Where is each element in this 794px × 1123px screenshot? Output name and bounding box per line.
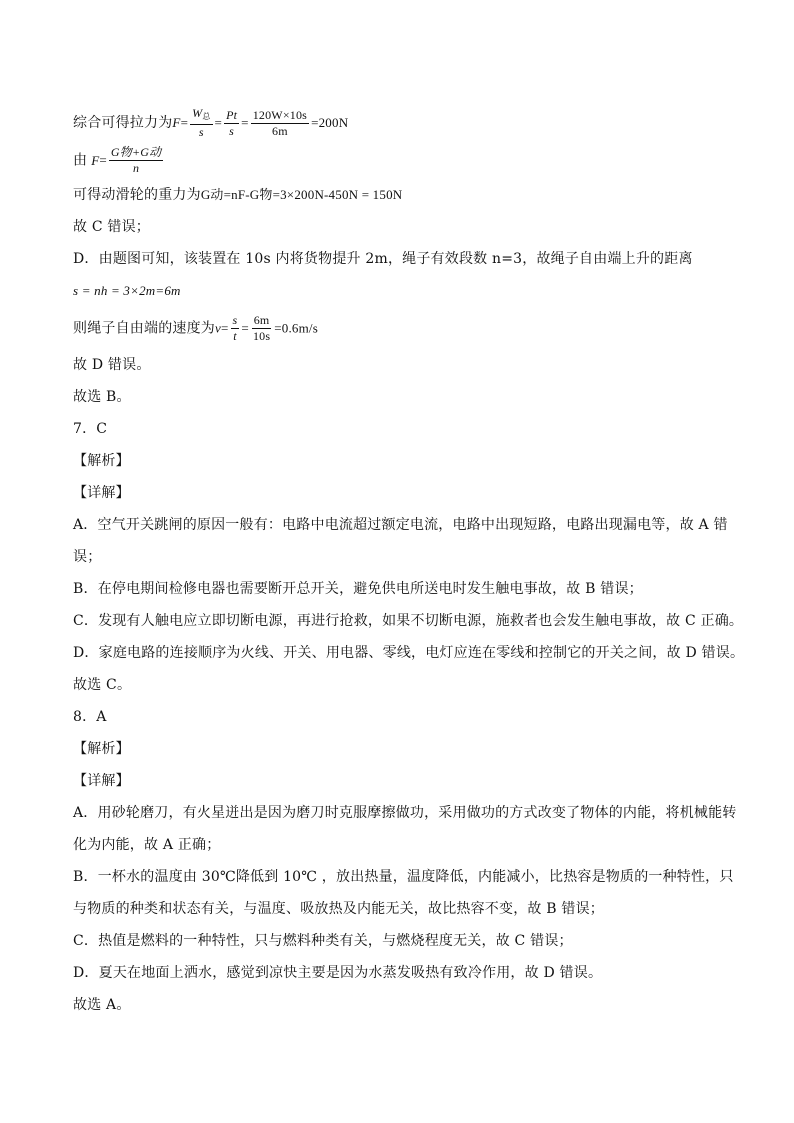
question-answer: 8．A	[73, 709, 107, 725]
text-line: C．发现有人触电应立即切断电源，再进行抢救，如果不切断电源，施救者也会发生触电事故，故 C 正确。	[73, 613, 744, 629]
section-heading: 【详解】	[73, 773, 130, 789]
equals: =	[180, 115, 189, 130]
fraction-s-over-t: $\frac{s}{t}$	[232, 313, 238, 343]
var-f: F	[172, 115, 181, 130]
text-line: 误；	[73, 549, 102, 565]
fraction-pt-over-s: $\frac{Pt}{s}$	[226, 107, 238, 138]
formula-distance: s = nh = 3×2m=6m	[73, 283, 181, 298]
text-line: 故选 A。	[73, 997, 131, 1013]
text-line: A．用砂轮磨刀，有火星迸出是因为磨刀时克服摩擦做功，采用做功的方式改变了物体的内能，将机械能转	[73, 805, 737, 821]
fraction-values: $\frac{6m}{10s}$	[252, 313, 271, 343]
section-heading: 【解析】	[73, 453, 130, 469]
equals: =	[214, 115, 223, 130]
question-answer: 7．C	[73, 421, 108, 437]
text: 综合可得拉力为	[73, 115, 173, 131]
fraction-w-over-s: $\frac{W_总}{s}$	[192, 106, 211, 139]
section-heading: 【解析】	[73, 741, 130, 757]
text-line: 故选 C。	[73, 677, 132, 693]
fraction-values: $\frac{120W\times 10s}{6m}$	[252, 107, 308, 138]
result: =200N	[311, 115, 349, 130]
text-line: A．空气开关跳闸的原因一般有：电路中电流超过额定电流，电路中出现短路，电路出现漏电等，故 A 错	[73, 517, 728, 533]
text-line: D．夏天在地面上洒水，感觉到凉快主要是因为水蒸发吸热有致冷作用，故 D 错误。	[73, 965, 603, 981]
pulley-weight-line: 可得动滑轮的重力为G动=nF-G物=3×200N-450N = 150N	[73, 187, 403, 203]
text-line: 故 D 错误。	[73, 357, 151, 373]
text-line: D．由题图可知，该装置在 10s 内将货物提升 2m，绳子有效段数 n=3，故绳子自由端上升的距离	[73, 251, 693, 267]
equals: =	[241, 115, 249, 130]
text-line: 与物质的种类和状态有关，与温度、吸放热及内能无关，故比热容不变，故 B 错误；	[73, 901, 604, 917]
text-line: B．在停电期间检修电器也需要断开总开关，避免供电所送电时发生触电事故，故 B 错误；	[73, 581, 643, 597]
section-heading: 【详解】	[73, 485, 130, 501]
text-line: 故选 B。	[73, 389, 131, 405]
text-line: C．热值是燃料的一种特性，只与燃料种类有关，与燃烧程度无关，故 C 错误；	[73, 933, 573, 949]
text-line: B．一杯水的温度由 30℃降低到 10℃ ，放出热量，温度降低，内能减小，比热容是物质的一种特性，只	[73, 869, 734, 885]
fraction-g-over-n: $\frac{\text{G物+G动}}{n}$	[110, 145, 162, 175]
formula-pull-force	[73, 106, 734, 140]
formula-speed: 则绳子自由端的速度为v= $\frac{s}{t}$ = $\frac{6m}{10s}$ =0.6m/s	[73, 313, 318, 343]
text-line: D．家庭电路的连接顺序为火线、开关、用电器、零线，电灯应连在零线和控制它的开关之间，故 D 错误。	[73, 645, 745, 661]
text-line: 故 C 错误；	[73, 219, 151, 235]
text-line: 化为内能，故 A 正确；	[73, 837, 221, 853]
formula-force-definition: 由 F= $\frac{\text{G物+G动}}{n}$	[73, 145, 162, 175]
